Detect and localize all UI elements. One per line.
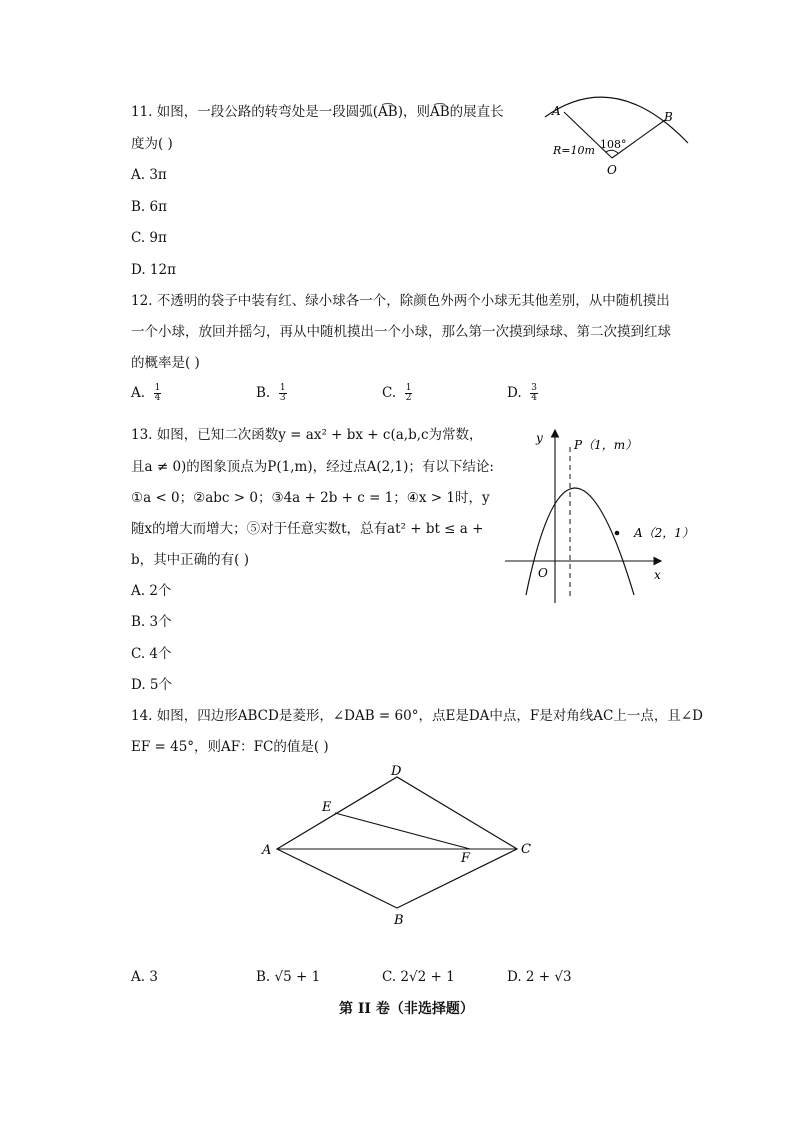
q11-stem-line1: 11. 如图，一段公路的转弯处是一段圆弧(A͡B)，则A͡B的展直长 bbox=[131, 104, 504, 120]
q12-stem-line3: 的概率是( ) bbox=[131, 355, 200, 371]
q12-option-b bbox=[256, 384, 287, 403]
q12-stem-line2: 一个小球，放回并摇匀，再从中随机摸出一个小球，那么第一次摸到绿球、第二次摸到红球 bbox=[131, 324, 671, 340]
q12-option-c bbox=[382, 384, 412, 403]
q13-option-a: A. 2个 bbox=[131, 583, 172, 599]
q12-option-c-label: C. bbox=[382, 385, 397, 401]
q14-segment-ef bbox=[335, 813, 470, 849]
q14-label-c: C bbox=[521, 842, 531, 857]
q11-option-d: D. 12π bbox=[131, 262, 176, 278]
q14-rhombus-figure bbox=[255, 762, 545, 932]
q12-option-a-label: A. bbox=[131, 385, 146, 401]
q13-stem-line4: 随x的增大而增大；⑤对于任意实数t，总有at² + bt ≤ a + bbox=[131, 521, 484, 537]
q13-label-x: x bbox=[654, 568, 661, 582]
q12-option-c-fraction: $\frac{1}{2}$ bbox=[405, 383, 412, 403]
q14-label-a: A bbox=[262, 843, 272, 858]
q12-option-d-fraction: $\frac{3}{4}$ bbox=[531, 383, 537, 403]
q14-label-e: E bbox=[322, 800, 332, 815]
q14-label-d: D bbox=[391, 764, 402, 779]
q14-stem-line1: 14. 如图，四边形ABCD是菱形，∠DAB = 60°，点E是DA中点，F是对角线AC上一点，且∠D bbox=[131, 708, 703, 724]
q12-option-a bbox=[131, 384, 161, 403]
q11-label-radius: R=10m bbox=[553, 144, 595, 157]
q14-label-f: F bbox=[461, 851, 471, 866]
q11-label-b: B bbox=[664, 110, 673, 124]
q12-option-b-fraction: $\frac{1}{3}$ bbox=[279, 383, 286, 403]
q13-parabola-figure bbox=[500, 425, 700, 610]
q11-stem-line2: 度为( ) bbox=[131, 136, 173, 152]
q14-label-b: B bbox=[394, 913, 404, 928]
q14-option-b: B. √5 + 1 bbox=[256, 969, 321, 985]
q12-option-b-label: B. bbox=[256, 385, 271, 401]
q13-option-d: D. 5个 bbox=[131, 677, 173, 693]
q11-option-b: B. 6π bbox=[131, 199, 167, 215]
q14-option-d: D. 2 + √3 bbox=[507, 969, 572, 985]
q11-arc-figure bbox=[540, 95, 690, 180]
q13-stem-line5: b，其中正确的有( ) bbox=[131, 552, 249, 568]
q13-stem-line2: 且a ≠ 0)的图象顶点为P(1,m)，经过点A(2,1)；有以下结论: bbox=[131, 459, 494, 475]
section-title: 第 II 卷（非选择题） bbox=[339, 1001, 474, 1017]
q13-stem-line3: ①a < 0；②abc > 0；③4a + 2b + c = 1；④x > 1时，y bbox=[131, 490, 490, 506]
q11-option-a: A. 3π bbox=[131, 167, 167, 183]
q13-option-b: B. 3个 bbox=[131, 614, 172, 630]
q12-option-a-fraction: $\frac{1}{4}$ bbox=[154, 383, 161, 403]
q12-option-d-label: D. bbox=[507, 385, 522, 401]
q11-option-c: C. 9π bbox=[131, 230, 167, 246]
q14-stem-line2: EF = 45°，则AF：FC的值是( ) bbox=[131, 739, 329, 755]
q11-label-angle: 108° bbox=[600, 138, 627, 151]
q12-option-d bbox=[507, 384, 538, 403]
q13-option-c: C. 4个 bbox=[131, 646, 172, 662]
q14-rhombus bbox=[277, 777, 517, 908]
q13-label-y: y bbox=[536, 431, 543, 445]
q11-label-o: O bbox=[607, 163, 617, 177]
q12-stem-line1: 12. 不透明的袋子中装有红、绿小球各一个，除颜色外两个小球无其他差别，从中随机摸出 bbox=[131, 293, 670, 309]
q14-option-a: A. 3 bbox=[131, 969, 158, 985]
q13-label-a: A（2，1） bbox=[634, 526, 694, 540]
q13-point-a bbox=[615, 531, 620, 536]
q13-label-o: O bbox=[538, 566, 548, 580]
q11-label-a: A bbox=[552, 104, 561, 118]
q13-stem-line1: 13. 如图，已知二次函数y = ax² + bx + c(a,b,c为常数， bbox=[131, 427, 483, 443]
q13-label-p: P（1，m） bbox=[574, 438, 638, 452]
q14-option-c: C. 2√2 + 1 bbox=[382, 969, 455, 985]
